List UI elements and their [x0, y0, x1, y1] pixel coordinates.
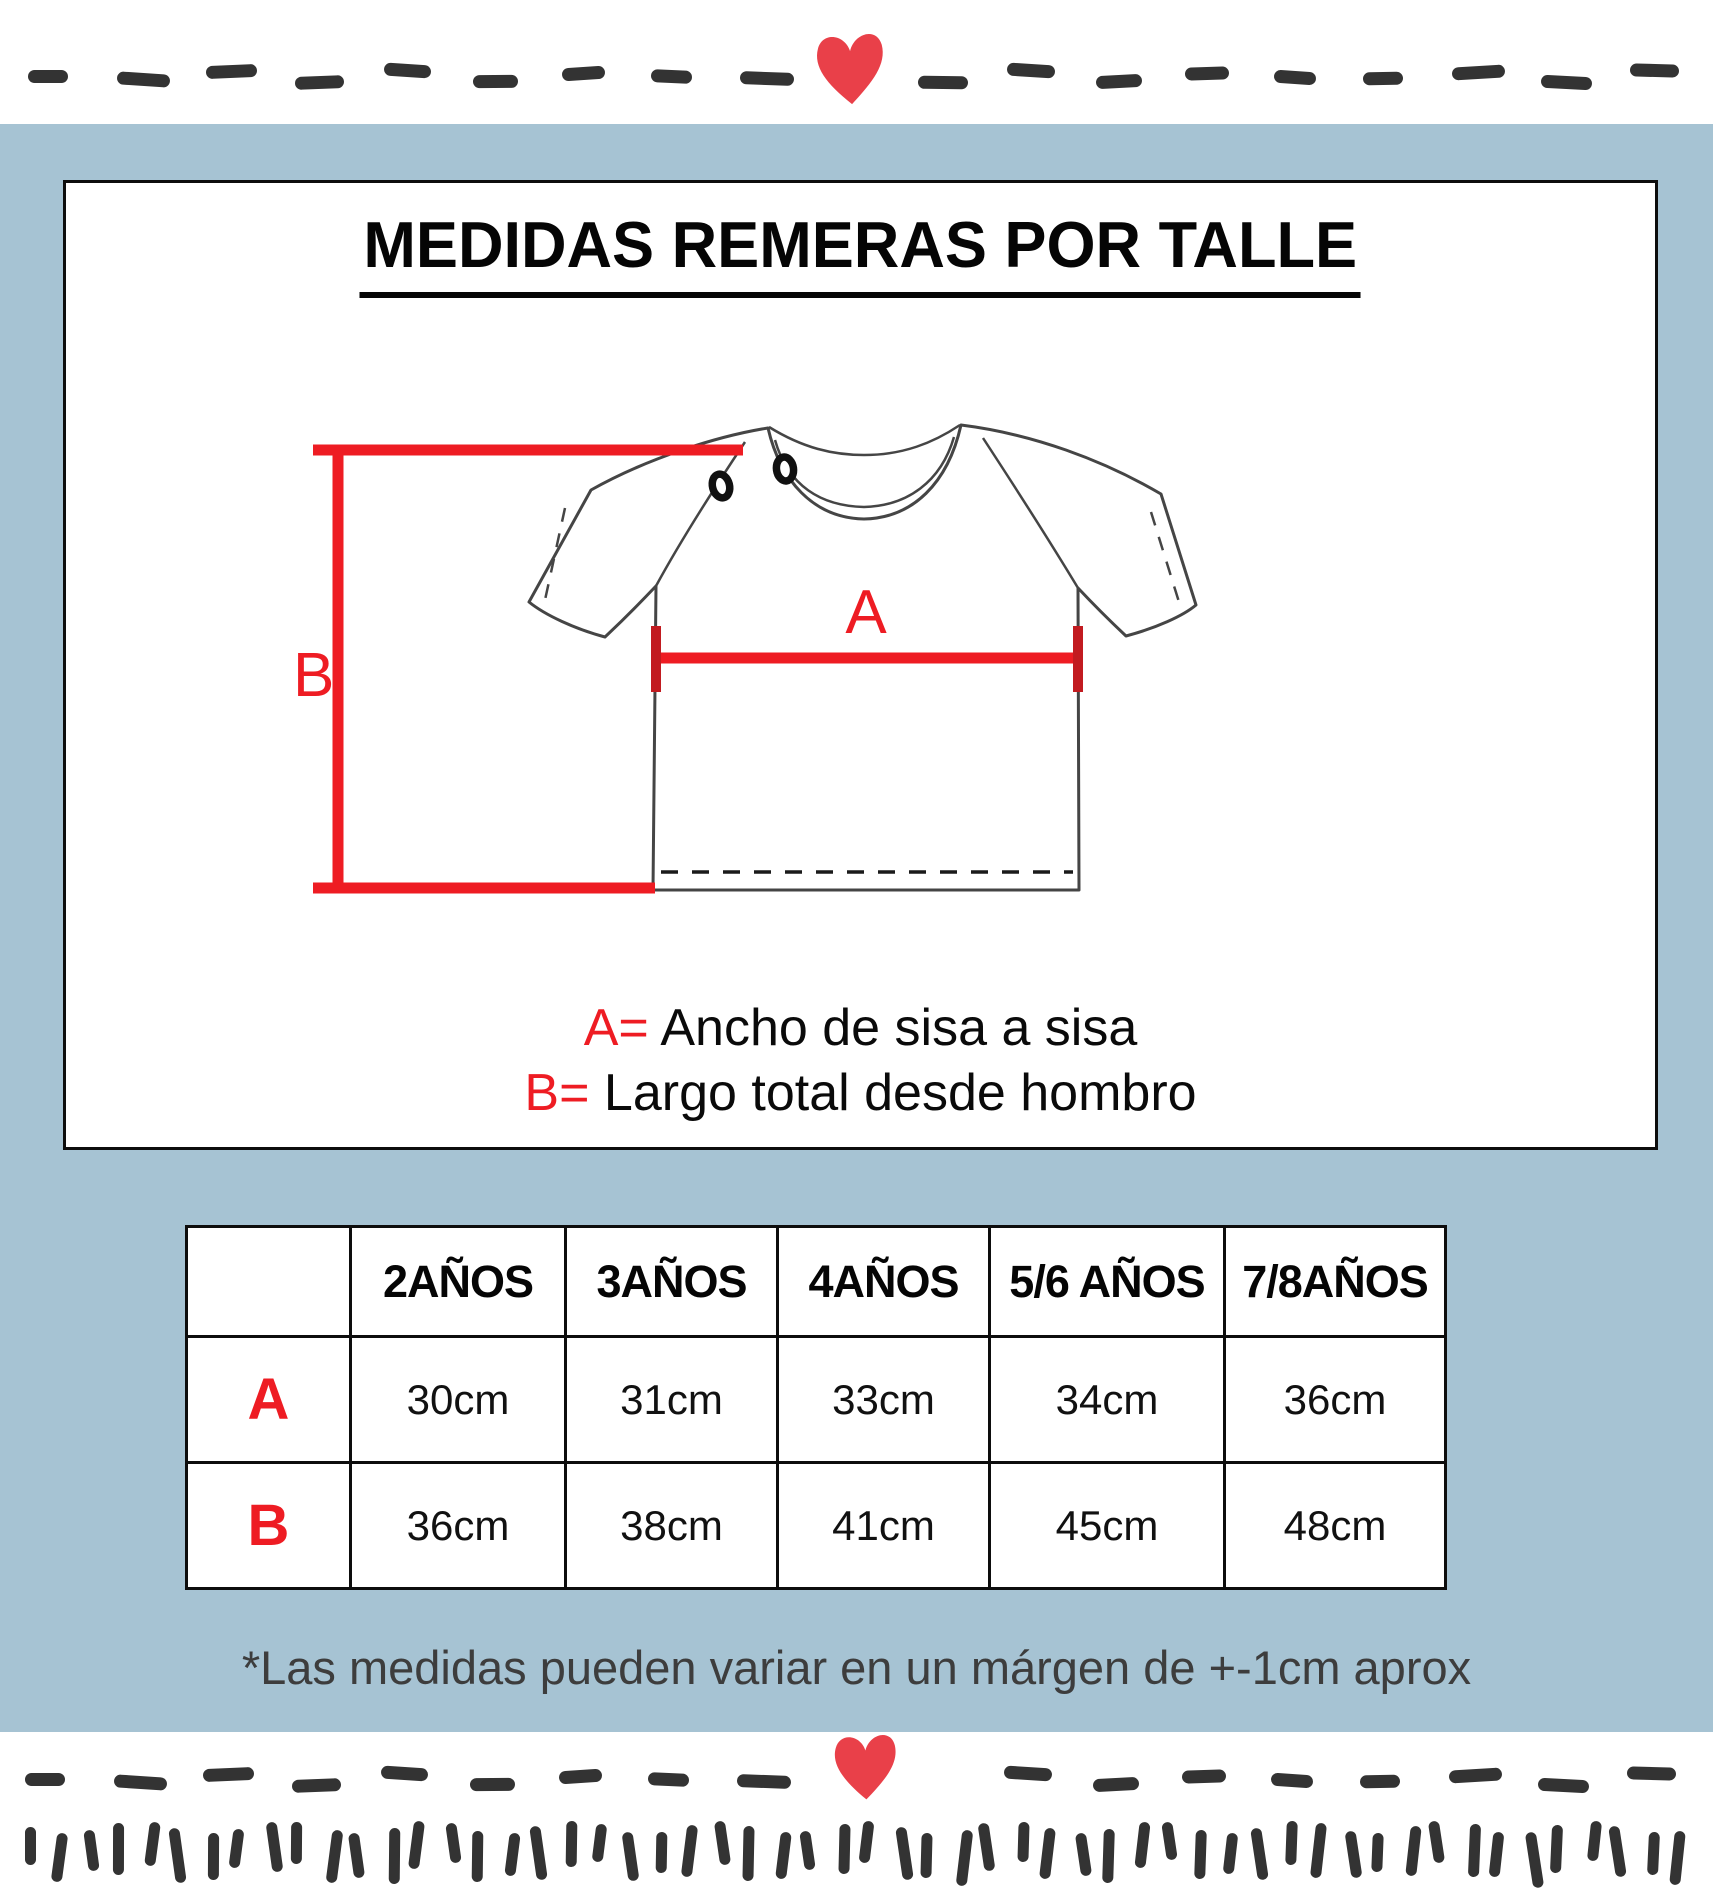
cell-b-7-8anos: 48cm: [1225, 1463, 1446, 1589]
cell-a-7-8anos: 36cm: [1225, 1337, 1446, 1463]
page-title: MEDIDAS REMERAS POR TALLE: [360, 207, 1361, 298]
measure-a-label: A: [845, 578, 887, 647]
header-5-6anos: 5/6 AÑOS: [990, 1227, 1225, 1337]
header-7-8anos: 7/8AÑOS: [1225, 1227, 1446, 1337]
legend-text-a: Ancho de sisa a sisa: [648, 999, 1138, 1057]
size-guide-card: [63, 180, 1658, 1150]
row-b-label: B: [187, 1463, 351, 1589]
header-4anos: 4AÑOS: [778, 1227, 990, 1337]
legend-line-a: [66, 998, 1655, 1058]
legend-text-b: Largo total desde hombro: [589, 1064, 1197, 1122]
cell-a-3anos: 31cm: [566, 1337, 778, 1463]
table-header-row: [187, 1227, 1446, 1337]
header-2anos: 2AÑOS: [351, 1227, 566, 1337]
button-icon: [710, 472, 732, 499]
header-empty-cell: [187, 1227, 351, 1337]
bottom-tick-border: [0, 1815, 1713, 1893]
size-table: [185, 1225, 1447, 1590]
heart-icon: [812, 20, 890, 118]
cell-b-4anos: 41cm: [778, 1463, 990, 1589]
header-3anos: 3AÑOS: [566, 1227, 778, 1337]
cell-b-2anos: 36cm: [351, 1463, 566, 1589]
tshirt-measure-diagram: [293, 408, 1233, 908]
legend-key-b: B=: [524, 1064, 590, 1122]
legend-key-a: A=: [583, 999, 649, 1057]
legend-line-b: [66, 1063, 1655, 1123]
cell-b-3anos: 38cm: [566, 1463, 778, 1589]
table-row: [187, 1337, 1446, 1463]
cell-a-4anos: 33cm: [778, 1337, 990, 1463]
bottom-stitch-border: [0, 1755, 1713, 1805]
cell-a-5-6anos: 34cm: [990, 1337, 1225, 1463]
button-icon: [775, 456, 795, 482]
table-row: [187, 1463, 1446, 1589]
footnote: *Las medidas pueden variar en un márgen de +-1cm aprox: [241, 1641, 1472, 1694]
measure-b-label: B: [293, 641, 335, 710]
row-a-label: A: [187, 1337, 351, 1463]
cell-a-2anos: 30cm: [351, 1337, 566, 1463]
title-wrap: [66, 207, 1655, 298]
cell-b-5-6anos: 45cm: [990, 1463, 1225, 1589]
